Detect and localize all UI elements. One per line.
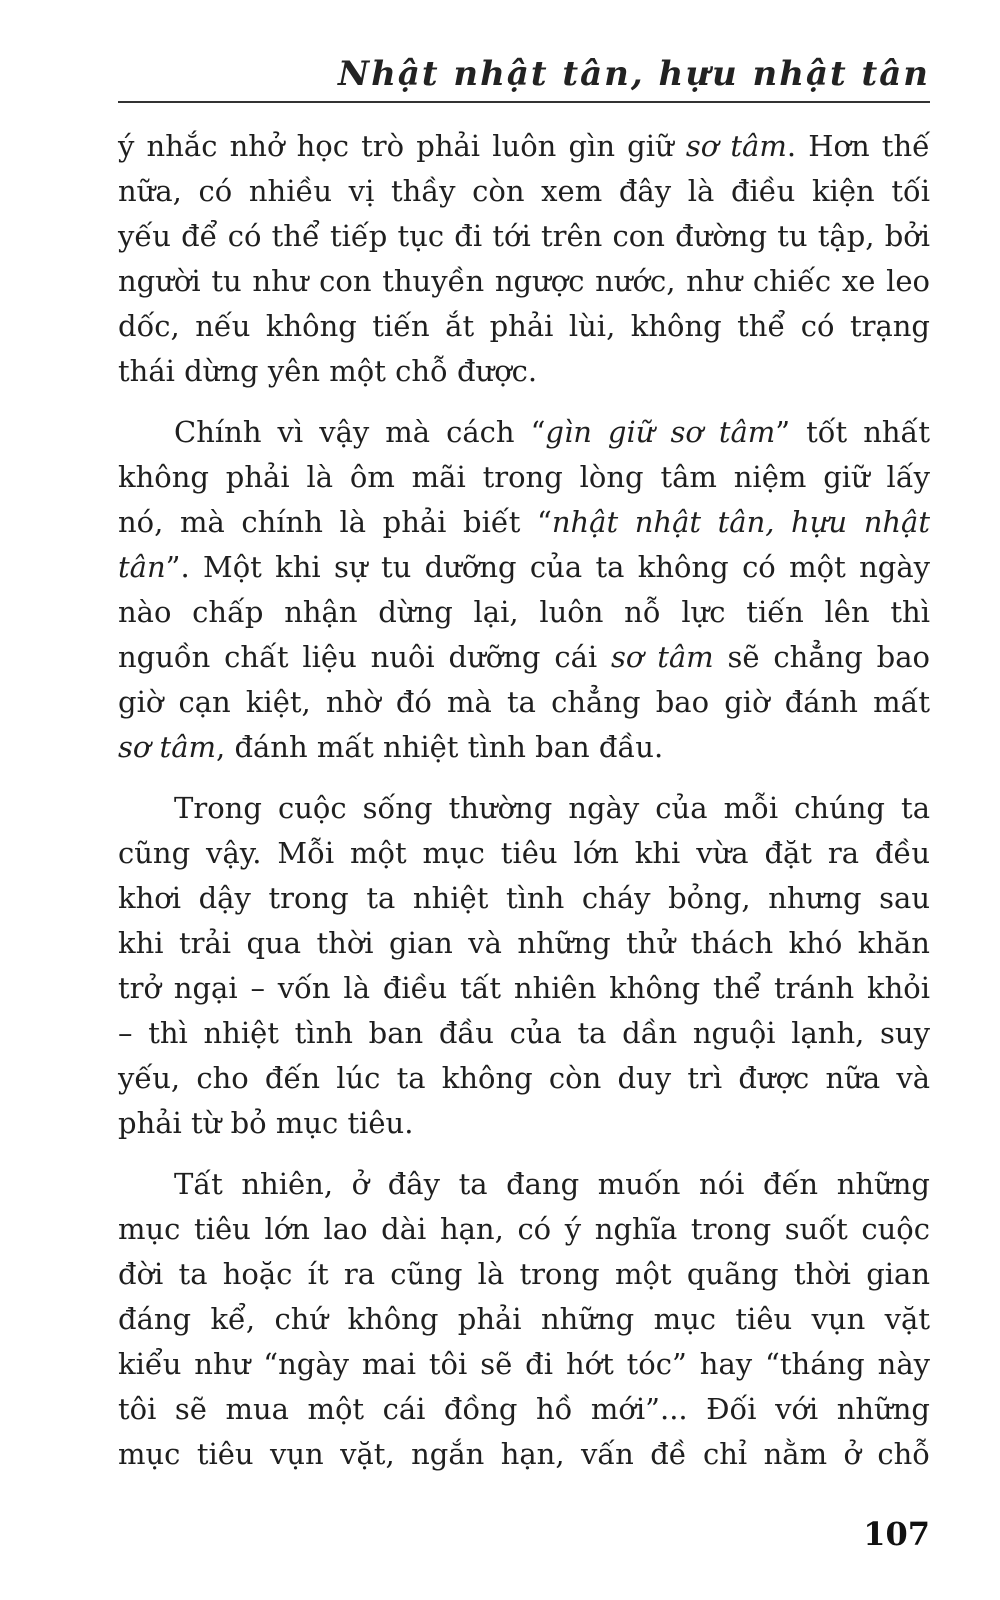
text-run: trở ngại – vốn là điều tất nhiên không thể tránh khỏi bbox=[118, 971, 930, 1005]
text-line bbox=[118, 725, 930, 770]
paragraph-gap bbox=[118, 394, 930, 410]
italic-run: tân bbox=[118, 550, 166, 584]
text-line bbox=[118, 966, 930, 1011]
text-line bbox=[118, 635, 930, 680]
paragraph-gap bbox=[118, 1146, 930, 1162]
text-run: , đánh mất nhiệt tình ban đầu. bbox=[216, 730, 664, 764]
italic-run: gìn giữ sơ tâm bbox=[545, 415, 776, 449]
text-run: ”. Một khi sự tu dưỡng của ta không có một ngày bbox=[165, 550, 930, 584]
text-run: không phải là ôm mãi trong lòng tâm niệm giữ lấy bbox=[118, 460, 930, 494]
text-line bbox=[118, 590, 930, 635]
text-run: khơi dậy trong ta nhiệt tình cháy bỏng, nhưng sau bbox=[118, 881, 930, 915]
text-run: sẽ chẳng bao bbox=[713, 640, 930, 674]
text-line bbox=[118, 786, 930, 831]
text-line bbox=[118, 410, 930, 455]
text-run: giờ cạn kiệt, nhờ đó mà ta chẳng bao giờ đánh mất bbox=[118, 685, 930, 719]
text-run: nguồn chất liệu nuôi dưỡng cái bbox=[118, 640, 611, 674]
text-run: kiểu như “ngày mai tôi sẽ đi hớt tóc” hay “tháng này bbox=[118, 1347, 930, 1381]
text-run: mục tiêu lớn lao dài hạn, có ý nghĩa trong suốt cuộc bbox=[118, 1212, 930, 1246]
text-line bbox=[118, 1387, 930, 1432]
italic-run: sơ tâm bbox=[611, 640, 714, 674]
page-number: 107 bbox=[863, 1515, 930, 1553]
text-line bbox=[118, 304, 930, 349]
text-run: Chính vì vậy mà cách “ bbox=[174, 415, 546, 449]
text-run: cũng vậy. Mỗi một mục tiêu lớn khi vừa đặt ra đều bbox=[118, 836, 930, 870]
text-run: thái dừng yên một chỗ được. bbox=[118, 354, 538, 388]
text-run: yếu, cho đến lúc ta không còn duy trì được nữa và bbox=[118, 1061, 930, 1095]
text-line bbox=[118, 500, 930, 545]
text-line bbox=[118, 1342, 930, 1387]
text-line bbox=[118, 545, 930, 590]
text-run: khi trải qua thời gian và những thử thách khó khăn bbox=[118, 926, 930, 960]
text-run: Tất nhiên, ở đây ta đang muốn nói đến những bbox=[174, 1167, 930, 1201]
body-text bbox=[118, 124, 930, 1477]
text-run: ý nhắc nhở học trò phải luôn gìn giữ bbox=[118, 129, 686, 163]
text-run: đáng kể, chứ không phải những mục tiêu vụn vặt bbox=[118, 1302, 930, 1336]
italic-run: sơ tâm bbox=[685, 129, 787, 163]
text-line bbox=[118, 349, 930, 394]
header-rule bbox=[118, 101, 930, 103]
text-line bbox=[118, 1432, 930, 1477]
text-run: người tu như con thuyền ngược nước, như chiếc xe leo bbox=[118, 264, 930, 298]
text-line bbox=[118, 455, 930, 500]
running-header: Nhật nhật tân, hựu nhật tân bbox=[338, 54, 930, 94]
paragraph bbox=[118, 410, 930, 770]
italic-run: nhật nhật tân, hựu nhật bbox=[551, 505, 930, 539]
paragraph bbox=[118, 1162, 930, 1477]
text-run: tôi sẽ mua một cái đồng hồ mới”... Đối với những bbox=[118, 1392, 930, 1426]
text-run: phải từ bỏ mục tiêu. bbox=[118, 1106, 414, 1140]
text-line bbox=[118, 1297, 930, 1342]
text-line bbox=[118, 1252, 930, 1297]
text-line bbox=[118, 259, 930, 304]
text-run: dốc, nếu không tiến ắt phải lùi, không thể có trạng bbox=[118, 309, 930, 343]
text-line bbox=[118, 921, 930, 966]
paragraph bbox=[118, 786, 930, 1146]
text-line bbox=[118, 214, 930, 259]
text-run: yếu để có thể tiếp tục đi tới trên con đường tu tập, bởi bbox=[118, 219, 930, 253]
text-run: mục tiêu vụn vặt, ngắn hạn, vấn đề chỉ nằm ở chỗ bbox=[118, 1437, 930, 1471]
paragraph bbox=[118, 124, 930, 394]
text-line bbox=[118, 169, 930, 214]
text-line bbox=[118, 1207, 930, 1252]
text-line bbox=[118, 680, 930, 725]
text-run: ” tốt nhất bbox=[775, 415, 930, 449]
text-run: nào chấp nhận dừng lại, luôn nỗ lực tiến lên thì bbox=[118, 595, 930, 629]
text-run: nữa, có nhiều vị thầy còn xem đây là điều kiện tối bbox=[118, 174, 930, 208]
text-line bbox=[118, 876, 930, 921]
text-line bbox=[118, 1011, 930, 1056]
text-run: đời ta hoặc ít ra cũng là trong một quãng thời gian bbox=[118, 1257, 930, 1291]
text-run: . Hơn thế bbox=[786, 129, 930, 163]
text-line bbox=[118, 831, 930, 876]
text-line bbox=[118, 1162, 930, 1207]
text-run: Trong cuộc sống thường ngày của mỗi chúng ta bbox=[174, 791, 930, 825]
text-run: nó, mà chính là phải biết “ bbox=[118, 505, 552, 539]
paragraph-gap bbox=[118, 770, 930, 786]
text-line bbox=[118, 124, 930, 169]
text-line bbox=[118, 1101, 930, 1146]
italic-run: sơ tâm bbox=[118, 730, 217, 764]
text-run: – thì nhiệt tình ban đầu của ta dần nguội lạnh, suy bbox=[118, 1016, 930, 1050]
text-line bbox=[118, 1056, 930, 1101]
